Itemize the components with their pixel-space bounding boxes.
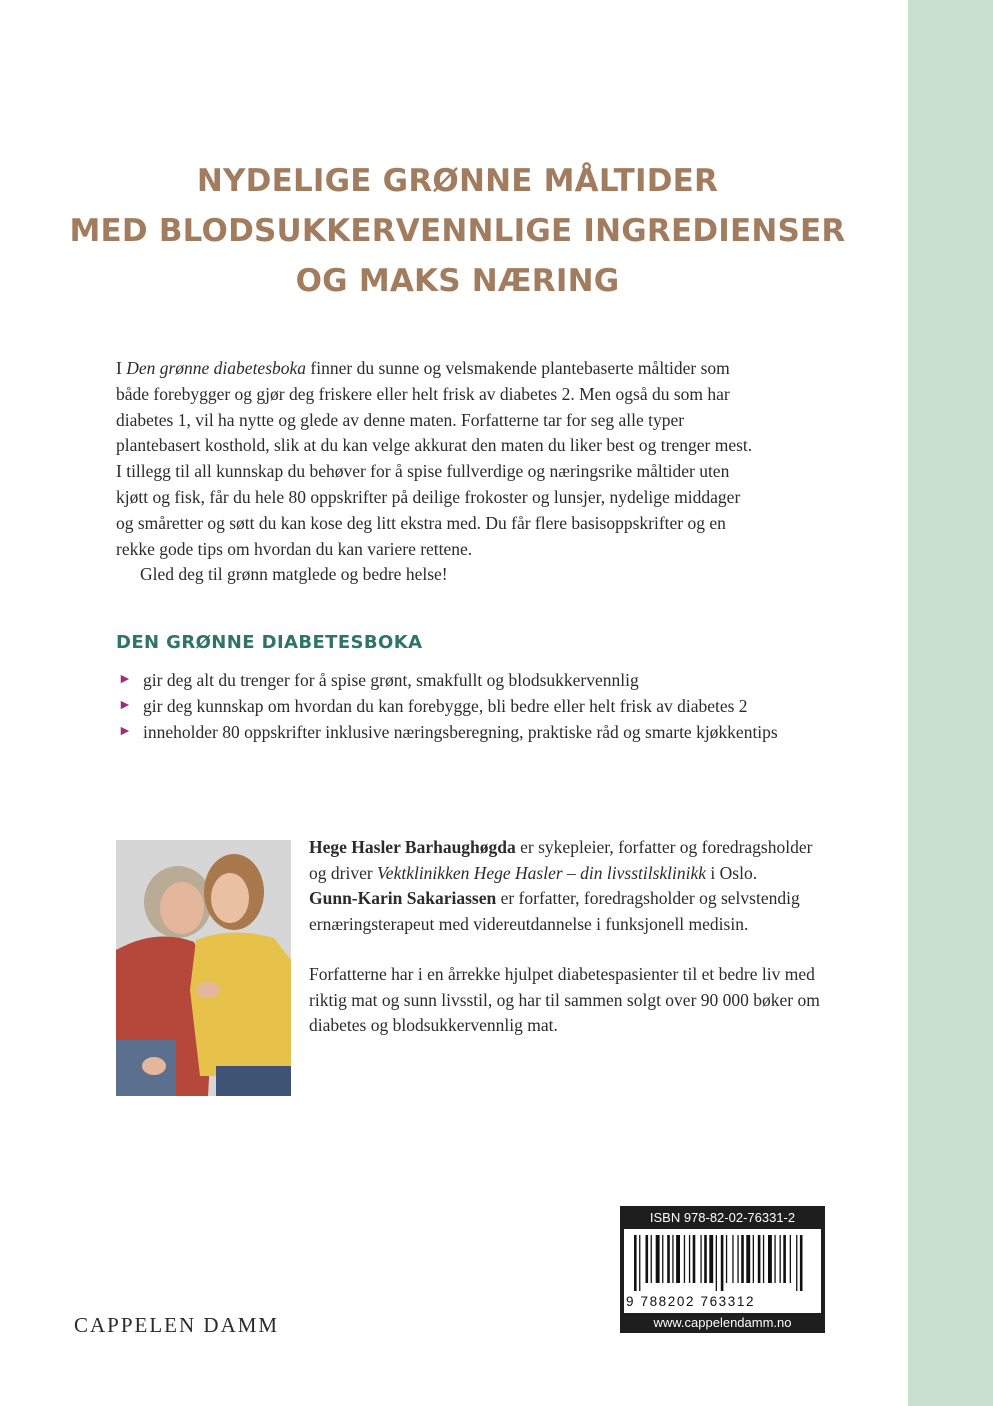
barcode-bar xyxy=(741,1235,744,1283)
intro-book-title: Den grønne diabetesboka xyxy=(126,358,307,378)
barcode-bar xyxy=(721,1235,724,1291)
spine-band xyxy=(908,0,993,1406)
author2-text: er forfatter, foredragsholder og selvstendig ernæringsterapeut med videreutdannelse i funksjonell medisin. xyxy=(309,888,800,934)
barcode-bar xyxy=(634,1235,637,1291)
barcode-bar xyxy=(704,1235,707,1283)
author-closing: Forfatterne har i en årrekke hjulpet diabetespasienter til et bedre liv med riktig mat og sunn livsstil, og har til sammen solgt over 90 000 bøker om diabetes og blodsukkervennlig mat. xyxy=(309,964,820,1035)
author1-name: Hege Hasler Barhaughøgda xyxy=(309,837,516,857)
barcode-area xyxy=(624,1229,821,1313)
headline-line-2: MED BLODSUKKERVENNLIGE INGREDIENSER xyxy=(69,213,846,249)
barcode-bar xyxy=(716,1235,717,1291)
barcode-bar xyxy=(726,1235,727,1283)
bullet-text: inneholder 80 oppskrifter inklusive næringsberegning, praktiske råd og smarte kjøkkentips xyxy=(143,722,778,742)
barcode-bar xyxy=(662,1235,663,1283)
barcode-bar xyxy=(800,1235,803,1291)
headline-line-3: OG MAKS NÆRING xyxy=(295,263,620,299)
barcode-bar xyxy=(774,1235,775,1283)
barcode-bar xyxy=(639,1235,640,1291)
section-heading: DEN GRØNNE DIABETESBOKA xyxy=(116,632,423,653)
barcode-bar xyxy=(746,1235,750,1283)
barcode-bar xyxy=(676,1235,680,1283)
author-bio xyxy=(309,835,829,1064)
barcode-bar xyxy=(732,1235,733,1283)
authors-photo-illustration xyxy=(116,840,291,1096)
intro-closing: Gled deg til grønn matglede og bedre helse! xyxy=(140,564,448,585)
barcode-bar xyxy=(700,1235,701,1283)
intro-paragraph xyxy=(116,356,756,562)
barcode-bar xyxy=(758,1235,761,1283)
barcode-bar xyxy=(763,1235,764,1283)
barcode-bar xyxy=(790,1235,791,1283)
list-item xyxy=(116,719,796,745)
headline-line-1: NYDELIGE GRØNNE MÅLTIDER xyxy=(196,163,719,199)
isbn-label: ISBN 978-82-02-76331-2 xyxy=(649,1210,796,1225)
barcode-bars xyxy=(624,1229,821,1291)
triangle-right-icon: ► xyxy=(118,672,132,687)
barcode-bar xyxy=(693,1235,696,1283)
barcode-bar xyxy=(737,1235,738,1283)
authors-photo xyxy=(116,840,291,1096)
barcode-bar xyxy=(684,1235,685,1283)
barcode-digits: 9 788202 763312 xyxy=(626,1294,756,1309)
barcode-block xyxy=(620,1206,825,1333)
author2-name: Gunn-Karin Sakariassen xyxy=(309,888,497,908)
barcode-bar xyxy=(796,1235,797,1291)
publisher-url: www.cappelendamm.no xyxy=(653,1315,792,1330)
barcode-bar xyxy=(709,1235,713,1283)
barcode-bar xyxy=(646,1235,649,1283)
back-cover-headline xyxy=(40,156,875,306)
publisher-logo: CAPPELEN DAMM xyxy=(74,1313,280,1337)
barcode-bar xyxy=(656,1235,660,1283)
author1-text-a: er sykepleier, forfatter og foredragsholder og driver xyxy=(309,837,813,883)
intro-body: finner du sunne og velsmakende plantebaserte måltider som både forebygger og gjør deg friskere eller helt frisk av diabetes 2. Men også du som har diabetes 1, vil ha nytte og glede av denne maten. Forfatterne tar for seg alle typer plantebasert kosthold, slik at du kan velge akkurat den maten du liker best og trenger mest. I tillegg til all kunnskap du behøver for å spise fullverdige og næringsrike måltider uten kjøtt og fisk, får du hele 80 oppskrifter på deilige frokoster og lunsjer, nydelige middager og småretter og søtt du kan kose deg litt ekstra med. Du får flere basisoppskrifter og en rekke gode tips om hvordan du kan variere rettene. xyxy=(116,358,753,559)
author-bio-paragraph xyxy=(309,835,829,937)
barcode-bar xyxy=(753,1235,754,1283)
bullet-text: gir deg alt du trenger for å spise grønt, smakfullt og blodsukkervennlig xyxy=(143,670,639,690)
barcode-bar xyxy=(780,1235,781,1283)
intro-text xyxy=(116,356,756,588)
barcode-bar xyxy=(651,1235,652,1283)
barcode-bar xyxy=(667,1235,670,1283)
list-item xyxy=(116,693,796,719)
triangle-right-icon: ► xyxy=(118,698,132,713)
intro-prefix: I xyxy=(116,358,127,378)
barcode-bar xyxy=(689,1235,690,1283)
author1-clinic: Vektklinikken Hege Hasler – din livsstilsklinikk xyxy=(377,862,707,883)
list-item xyxy=(116,667,796,693)
triangle-right-icon: ► xyxy=(118,724,132,739)
barcode-bar xyxy=(672,1235,673,1283)
author1-text-b: i Oslo. xyxy=(706,862,758,883)
barcode-bar xyxy=(768,1235,772,1283)
bullet-text: gir deg kunnskap om hvordan du kan forebygge, bli bedre eller helt frisk av diabetes 2 xyxy=(143,696,748,716)
feature-list xyxy=(116,667,796,745)
barcode-bar xyxy=(783,1235,786,1283)
